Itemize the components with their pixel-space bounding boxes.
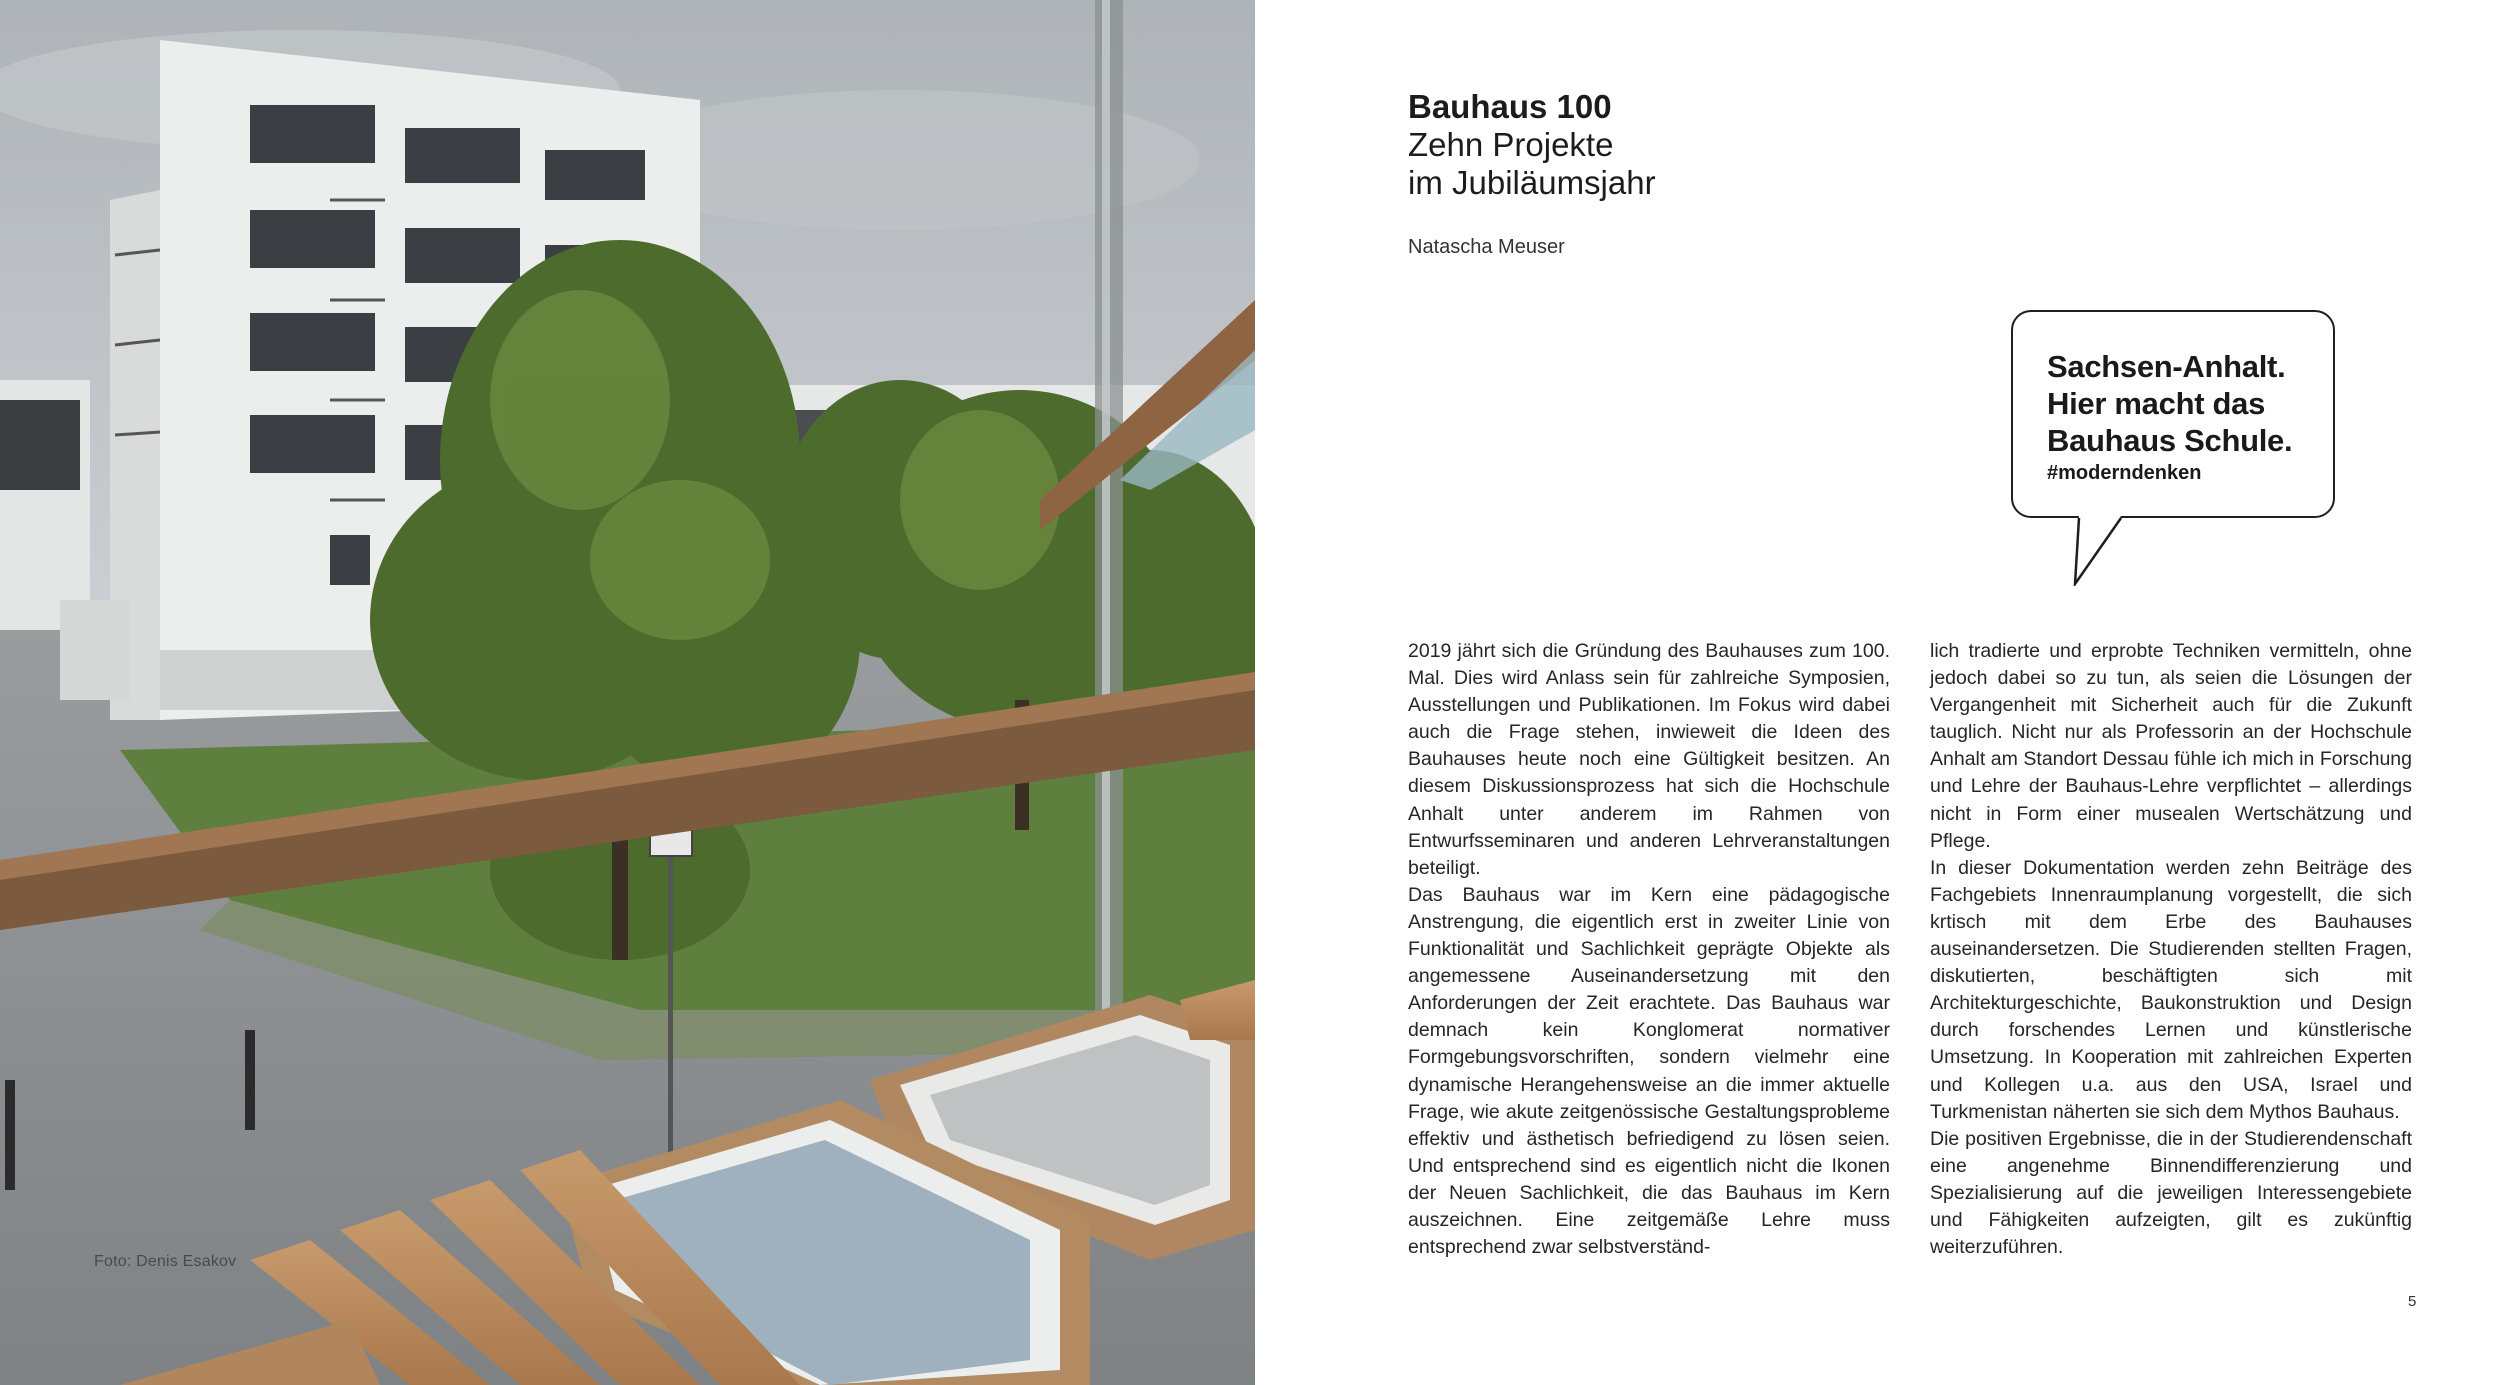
body-column-left	[1408, 638, 1890, 1261]
bubble-line-2: Hier macht das	[2047, 386, 2266, 421]
page-title: Bauhaus 100	[1408, 88, 1612, 125]
body-paragraph: 2019 jährt sich die Gründung des Bauhauses zum 100. Mal. Dies wird Anlass sein für zahlreiche Symposien, Ausstellungen und Publikationen. Im Fokus wird dabei auch die Frage stehen, inwieweit die Ideen des Bauhauses heute noch eine Gültigkeit besitzen. An diesem Diskussionsprozess hat sich die Hochschule Anhalt unter anderem im Rahmen von Entwurfsseminaren und anderen Lehrveranstaltungen beteiligt.	[1408, 640, 1890, 879]
body-paragraph: In dieser Dokumentation werden zehn Beiträge des Fachgebiets Innenraumplanung vorgestellt, die sich krtisch mit dem Erbe des Bauhauses auseinandersetzen. Die Studierenden stellten Fragen, diskutierten, beschäftigten sich mit Architekturgeschichte, Baukonstruktion und Design durch forschendes Lernen und künstlerische Umsetzung. In Kooperation mit zahlreichen Experten und Kollegen u.a. aus den USA, Israel und Turkmenistan näherten sie sich dem Mythos Bauhaus.	[1930, 856, 2412, 1123]
subtitle-line-1: Zehn Projekte	[1408, 126, 1614, 163]
text-page	[1255, 0, 2500, 1385]
title-block	[1408, 88, 1656, 202]
author: Natascha Meuser	[1408, 236, 1565, 258]
speech-bubble-logo	[2011, 310, 2335, 518]
photo-credit: Foto: Denis Esakov	[94, 1253, 237, 1270]
page-number: 5	[2408, 1293, 2417, 1310]
bubble-slogan	[2047, 348, 2292, 459]
speech-bubble-tail-icon	[2073, 514, 2143, 586]
bubble-line-1: Sachsen-Anhalt.	[2047, 349, 2286, 384]
body-paragraph: Die positiven Ergebnisse, die in der Studierendenschaft eine angenehme Binnendifferenzierung und Spezialisierung auf die jeweiligen Interessengebiete und Fähigkeiten aufzeigten, gilt es zukünftig weiterzuführen.	[1930, 1127, 2412, 1259]
bubble-hashtag: #moderndenken	[2047, 462, 2202, 484]
subtitle-line-2: im Jubiläumsjahr	[1408, 164, 1656, 201]
body-paragraph: lich tradierte und erprobte Techniken vermitteln, ohne jedoch dabei so zu tun, als seien die Lösungen der Vergangenheit mit Sicherheit auch für die Zukunft tauglich. Nicht nur als Professorin an der Hochschule Anhalt am Standort Dessau fühle ich mich in Forschung und Lehre der Bauhaus-Lehre verpflichtet – allerdings nicht in Form einer musealen Wertschätzung und Pflege.	[1930, 640, 2412, 852]
body-column-right	[1930, 638, 2412, 1261]
bubble-line-3: Bauhaus Schule.	[2047, 423, 2293, 458]
body-paragraph: Das Bauhaus war im Kern eine pädagogische Anstrengung, die eigentlich erst in zweiter Linie von Funktionalität und Sachlichkeit geprägte Objekte als angemessene Auseinandersetzung mit den Anforderungen der Zeit erachtete. Das Bauhaus war demnach kein Konglomerat normativer Formgebungsvorschriften, sondern vielmehr eine dynamische Herangehensweise an die immer aktuelle Frage, wie akute zeitgenössische Gestaltungsprobleme effektiv und ästhetisch befriedigend zu lösen seien. Und entsprechend sind es eigentlich nicht die Ikonen der Neuen Sachlichkeit, die das Bauhaus im Kern auszeichnen. Eine zeitgemäße Lehre muss entsprechend zwar selbstverständ-	[1408, 883, 1890, 1259]
